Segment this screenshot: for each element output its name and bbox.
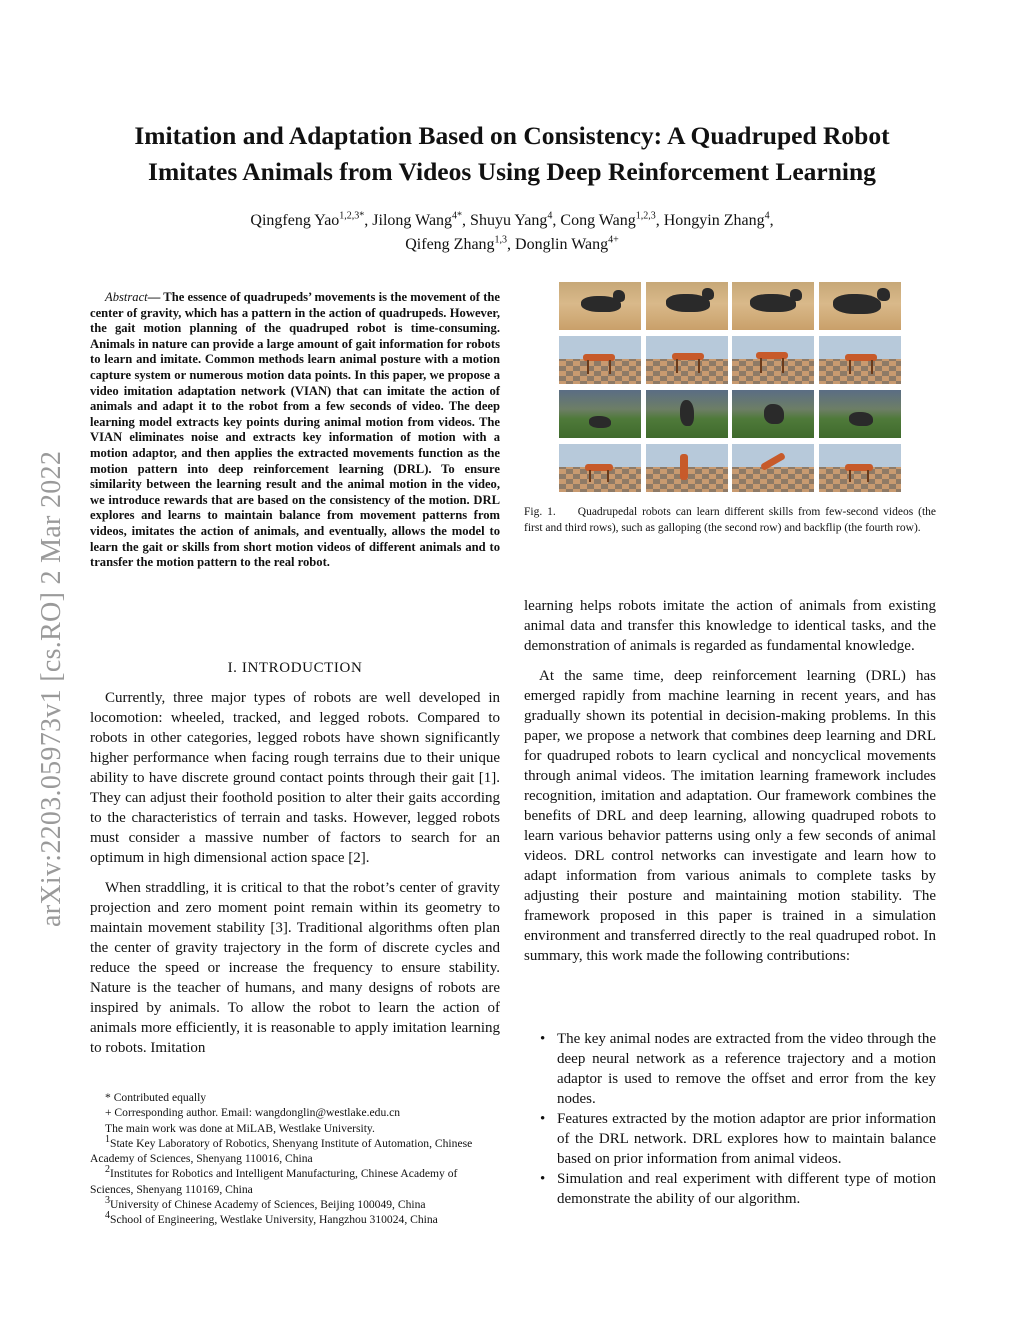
abstract-label: Abstract <box>105 290 148 304</box>
footnotes <box>90 1090 500 1228</box>
dog-backflip-video-frame <box>732 390 814 438</box>
right-column-body <box>524 596 936 966</box>
author-name: , Shuyu Yang <box>462 212 548 229</box>
author-affiliation: 4 <box>547 210 553 222</box>
author-affiliation: 1,2,3* <box>339 210 365 222</box>
author-name: , Hongyin Zhang <box>655 212 765 229</box>
title-line-2: Imitates Animals from Videos Using Deep Reinforcement Learning <box>148 157 876 186</box>
section-heading-text: I. INTRODUCTION <box>227 660 363 676</box>
footnote-mark: 3 <box>105 1195 110 1207</box>
footnote <box>90 1197 500 1212</box>
footnote <box>90 1136 500 1167</box>
footnote-text: Institutes for Robotics and Intelligent Manufacturing, Chinese Academy of Sciences, Shenyang 110169, China <box>90 1167 458 1196</box>
author-separator: , <box>769 212 774 229</box>
author-name: Qingfeng Yao <box>250 212 340 229</box>
author-name: , Jilong Wang <box>364 212 453 229</box>
author-affiliation: 1,2,3 <box>635 210 656 222</box>
author-affiliation: 4* <box>452 210 463 222</box>
footnote-text: School of Engineering, Westlake University, Hangzhou 310024, China <box>110 1213 438 1227</box>
dog-backflip-video-frame <box>559 390 641 438</box>
dog-video-frame <box>732 282 814 330</box>
paragraph: At the same time, deep reinforcement learning (DRL) has emerged rapidly from machine learning in recent years, and has gradually shown its potential in decision-making problems. In this paper, we propose a network that combines deep learning and DRL for quadruped robots to learn cyclical and noncyclical movements through animal videos. The imitation learning framework includes recognition, imitation and adaptation. Our framework combines the benefits of DRL and deep learning, allowing quadruped robots to learn various behavior patterns using only a few seconds of animal videos. DRL control networks can investigate and learn how to adapt information from various animals to complete tasks by adjusting their posture and maintaining motion stability. The framework proposed in this paper is trained in a simulation environment and transferred directly to the real quadruped robot. In summary, this work made the following contributions: <box>524 668 936 964</box>
robot-backflip-sim-frame <box>732 444 814 492</box>
left-column-body <box>90 688 500 1058</box>
author-affiliation: 4+ <box>608 234 619 246</box>
list-item <box>524 1029 936 1109</box>
footnote: + Corresponding author. Email: wangdonglin@westlake.edu.cn <box>105 1106 401 1120</box>
caption-label: Fig. 1. <box>524 506 556 518</box>
footnote <box>90 1212 500 1227</box>
caption-text: Quadrupedal robots can learn different skills from few-second videos (the first and third rows), such as galloping (the second row) and backflip (the fourth row). <box>524 506 937 534</box>
author-affiliation: 4 <box>764 210 770 222</box>
list-item-text: Features extracted by the motion adaptor are prior information of the DRL network. DRL explores how to maintain balance based on prior information from animal videos. <box>557 1111 936 1167</box>
title-line-1: Imitation and Adaptation Based on Consistency: A Quadruped Robot <box>134 121 890 150</box>
robot-backflip-sim-frame <box>559 444 641 492</box>
dog-video-frame <box>559 282 641 330</box>
abstract-text: The essence of quadrupeds’ movements is the movement of the center of gravity, which has a pattern in the action of quadrupeds. However, the gait motion planning of the quadruped robot is time-consuming. Animals in nature can provide a large amount of gait information for robots to learn and imitate. Common methods learn animal posture with a motion capture system or numerous motion data points. In this paper, we propose a video imitation adaptation network (VIAN) that can imitate the action of animals and adapt it to the robot from a few seconds of video. The deep learning model extracts key points during animal motion from videos. The VIAN eliminates noise and extracts key information of motion with a motion adaptor, and then applies the extracted movements function as the motion pattern into deep reinforcement learning (DRL). To ensure similarity between the learning result and the animal motion in the video, we introduce rewards that are based on the consistency of the motion. DRL explores and learns to maintain balance from movement patterns from videos, imitates the action of animals, and eventually, allows the model to learn the gait or skills from short motion videos of different animals and to transfer the motion pattern to the real robot. <box>90 290 501 570</box>
footnote-text: University of Chinese Academy of Sciences, Beijing 100049, China <box>110 1198 426 1212</box>
arxiv-stamp: arXiv:2203.05973v1 [cs.RO] 2 Mar 2022 <box>36 450 67 927</box>
robot-gallop-sim-frame <box>732 336 814 384</box>
footnote-mark: 2 <box>105 1164 110 1176</box>
robot-gallop-sim-frame <box>559 336 641 384</box>
contribution-list <box>524 1029 936 1209</box>
list-item-text: The key animal nodes are extracted from the video through the deep neural network as a reference trajectory and a motion adaptor is used to remove the offset and error from the key nodes. <box>557 1031 936 1107</box>
footnote <box>90 1166 500 1197</box>
paragraph: learning helps robots imitate the action of animals from existing animal data and transfer this knowledge to identical tasks, and the demonstration of animals is regarded as fundamental knowledge. <box>524 598 936 654</box>
author-name: , Donglin Wang <box>507 236 609 253</box>
paragraph: Currently, three major types of robots are well developed in locomotion: wheeled, tracked, and legged robots. Compared to robots in other categories, legged robots have shown significantly higher performance when facing rough terrains due to their unique ability to have discrete ground contact points through their gait [1]. They can adjust their foothold position to alter their gaits according to the characteristics of terrain and tasks. However, legged robots must consider a massive number of factors to search for an optimum in high dimensional action space [2]. <box>90 690 500 866</box>
list-item-text: Simulation and real experiment with different type of motion demonstrate the ability of our algorithm. <box>557 1171 936 1207</box>
author-affiliation: 1,3 <box>494 234 508 246</box>
footnote-mark: 4 <box>105 1210 110 1222</box>
bullet-icon: • <box>540 1031 546 1047</box>
paragraph: When straddling, it is critical to that the robot’s center of gravity projection and zero moment point remain within its geometry to maintain movement stability [3]. Traditional algorithms often plan the center of gravity trajectory in the form of discrete cycles and reduce the speed or increase the frequency to ensure stability. Nature is the teacher of humans, and many designs of robots are inspired by animals. To allow the robot to learn the action of animals more efficiently, it is reasonable to apply imitation learning to robots. Imitation <box>90 880 500 1056</box>
dog-video-frame <box>646 282 728 330</box>
list-item <box>524 1169 936 1209</box>
dog-video-frame <box>819 282 901 330</box>
dog-backflip-video-frame <box>646 390 728 438</box>
robot-gallop-sim-frame <box>819 336 901 384</box>
bullet-icon: • <box>540 1111 546 1127</box>
author-name: Qifeng Zhang <box>405 236 495 253</box>
robot-gallop-sim-frame <box>646 336 728 384</box>
list-item <box>524 1109 936 1169</box>
author-name: , Cong Wang <box>552 212 636 229</box>
footnote-text: State Key Laboratory of Robotics, Shenyang Institute of Automation, Chinese Academy of Sciences, Shenyang 110016, China <box>90 1136 473 1166</box>
paper-title <box>60 118 964 190</box>
robot-backflip-sim-frame <box>819 444 901 492</box>
footnote: The main work was done at MiLAB, Westlake University. <box>105 1121 375 1135</box>
figure-1-caption <box>524 504 936 536</box>
robot-backflip-sim-frame <box>646 444 728 492</box>
section-heading-introduction <box>90 660 500 677</box>
footnote-mark: 1 <box>105 1134 110 1146</box>
figure-1-image-grid <box>559 282 899 496</box>
author-list <box>60 209 964 257</box>
abstract <box>90 290 500 571</box>
bullet-icon: • <box>540 1171 546 1187</box>
dog-backflip-video-frame <box>819 390 901 438</box>
footnote: * Contributed equally <box>105 1091 207 1104</box>
abstract-dash: — <box>147 290 164 304</box>
